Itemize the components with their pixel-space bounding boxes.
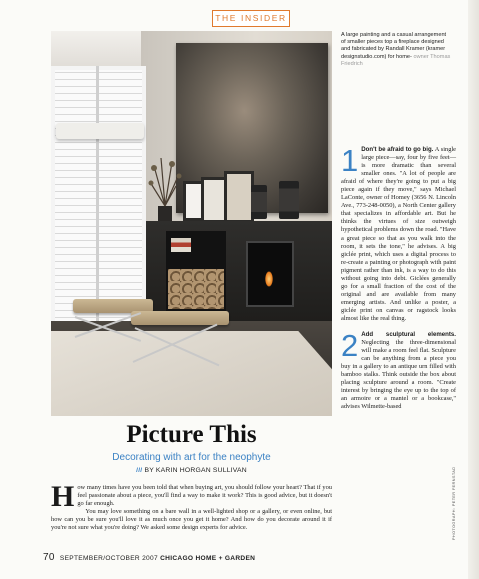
photo-lantern-1 <box>251 185 267 219</box>
magazine-name: CHICAGO HOME + GARDEN <box>160 555 256 562</box>
article-byline <box>51 466 332 476</box>
photo-rug <box>51 331 332 416</box>
photo-window-frame <box>96 66 99 336</box>
tip-number: 1 <box>341 143 359 178</box>
page-number: 70 <box>43 552 55 563</box>
tip-body: A single large piece—say, four by five feet—is more dramatic than several smaller ones. "A lot of people are afraid of where they're going to put a big piece again if they move," says Michael LaConte, owner of Homey (3656 N. Lincoln Ave., 773-248-0050), a North Center gallery that specializes in affordable art. But he thinks the virtues of size outweigh hypothetical problems down the road. "Have a great piece so that as you walk into the room, it sets the tone," he advises. A big giclée print, which uses a digital process to re-create a painting or photograph with paint pigment rather than ink, is a way to do this without going into debt. Giclées generally go for a small fraction of the cost of the original and are available from many emerging artists. And unlike a poster, a giclée print on canvas or ragstock looks almost like the real thing. <box>341 146 456 322</box>
section-label: THE INSIDER <box>212 10 290 27</box>
photo-flame <box>265 271 273 287</box>
byline-slashes: /// <box>136 467 143 474</box>
photo-bench-2 <box>131 311 229 325</box>
tip-1 <box>341 143 456 323</box>
photo-small-frame-3 <box>224 171 254 223</box>
tip-2 <box>341 328 456 411</box>
fireplace-photo <box>51 31 332 416</box>
tip-body: Neglecting the three-dimensional will make a room feel flat. Sculpture can be anything from a piece you buy in a gallery to an antique urn filled with bamboo stalks. Think outside the box about placing sculpture around a room. "Create interest by bringing the eye up to the top of an armoire or a mantel or a bookcase," advises Wilmette-based <box>341 339 456 411</box>
tip-heading: Don't be afraid to go big. <box>361 146 434 153</box>
issue-date: SEPTEMBER/OCTOBER 2007 <box>59 555 158 562</box>
photo-logs <box>168 269 224 309</box>
photo-lantern-2 <box>279 181 299 219</box>
photo-caption <box>341 32 451 68</box>
photo-lamp <box>56 123 144 139</box>
article-title: Picture This <box>126 421 257 448</box>
photo-books <box>171 238 191 252</box>
article-right-column <box>341 143 456 412</box>
tip-heading: Add sculptural elements. <box>361 331 456 339</box>
page-footer <box>43 552 255 563</box>
photo-plant <box>146 156 184 226</box>
article-headline <box>51 421 332 476</box>
tip-text <box>341 328 456 411</box>
page-edge <box>468 0 479 579</box>
photo-caption-faded: owner Thomas Friedrich <box>341 53 451 67</box>
article-intro <box>51 480 332 531</box>
intro-paragraph-1: ow many times have you been told that when buying art, you should follow your heart? That if you feel passionate about a piece, you'll find a way to make it work? This is good advice, but it doesn't go far enough. <box>77 484 332 507</box>
tip-text <box>341 143 456 323</box>
drop-cap: H <box>51 480 75 513</box>
intro-paragraph-2: You may love something on a bare wall in a well-lighted shop or a gallery, or even online, but how can you be sure you'll love it as much once you get it home? And how do you decorate around it if you're not sure what you're doing? We asked some design experts for advice. <box>51 507 332 531</box>
tip-number: 2 <box>341 328 359 364</box>
byline-text: BY KARIN HORGAN SULLIVAN <box>144 467 247 474</box>
photo-caption-text: A large painting and a casual arrangement of smaller pieces top a fireplace designed and fabricated by Randall Kramer (kramer designstudio.com) for home- <box>341 32 447 60</box>
photo-credit: PHOTOGRAPH: PETER FERNSTAD <box>452 466 456 540</box>
article-subtitle: Decorating with art for the neophyte <box>112 452 271 463</box>
